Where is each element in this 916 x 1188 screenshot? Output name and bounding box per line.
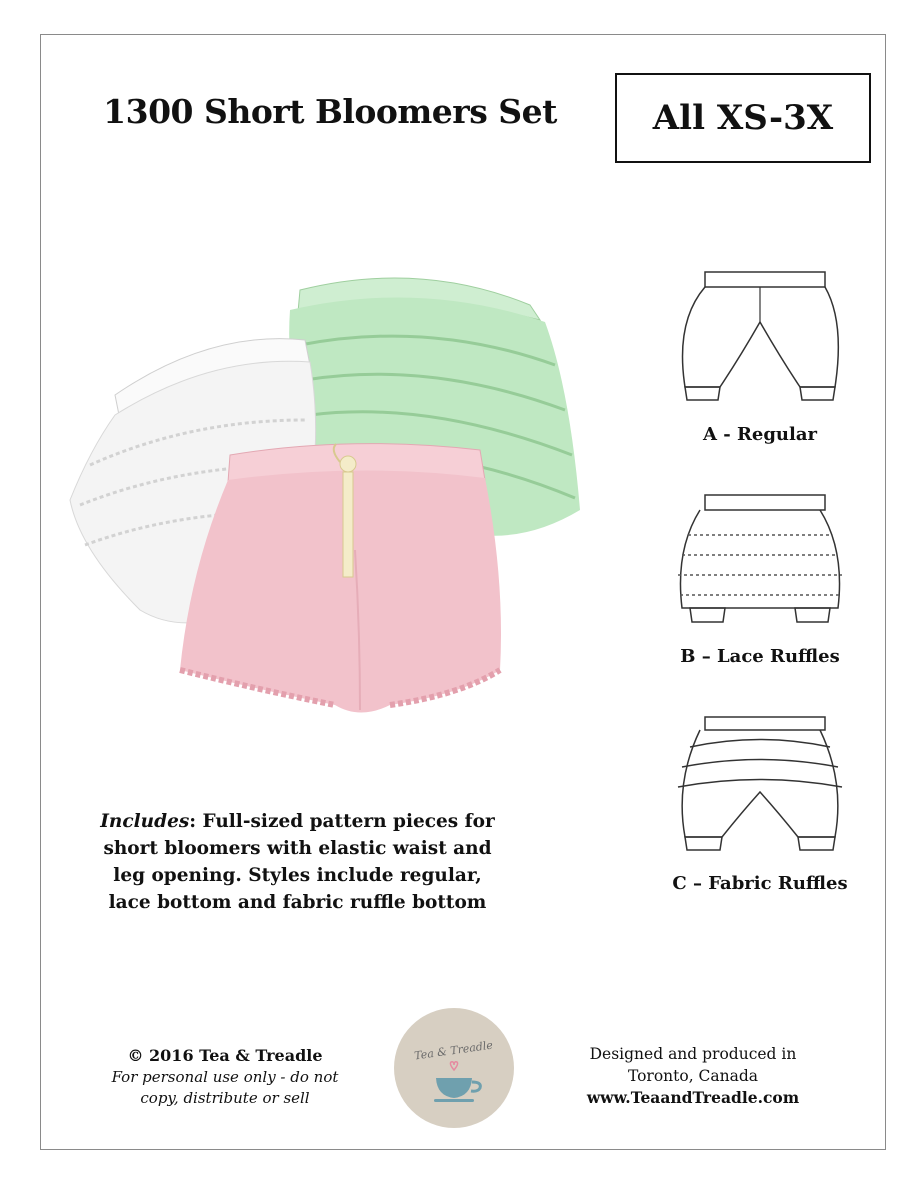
usage-notice: For personal use only - do not copy, distribute or sell [111,1068,339,1107]
lace-ruffle-bloomers-sketch-icon [660,490,860,640]
tea-and-treadle-logo [394,1008,514,1128]
includes-description [100,808,495,916]
includes-text: : Full-sized pattern pieces for short bloomers with elastic waist and leg opening. Styles include regular, lace bottom and fabric ruffle bottom [103,811,495,913]
view-a-label: A - Regular [702,424,818,445]
size-range-box [615,73,871,163]
regular-bloomers-sketch-icon [660,262,860,412]
includes-lead: Includes [100,811,190,832]
view-b-label: B – Lace Ruffles [680,646,840,667]
logo-text: Tea & Treadle [413,1038,494,1063]
fabric-ruffle-bloomers-sketch-icon [660,712,860,862]
pink-bloomers [180,444,501,713]
view-c-label: C – Fabric Ruffles [672,873,848,894]
designed-line: Designed and produced in [589,1045,797,1063]
location-line: Toronto, Canada [627,1067,759,1085]
bloomers-photo [60,250,590,735]
website-link[interactable]: www.TeaandTreadle.com [586,1088,800,1107]
page-title: 1300 Short Bloomers Set [103,92,557,131]
footer-copyright [110,1045,340,1109]
footer-designer-info [575,1043,811,1109]
size-range-label: All XS-3X [652,98,834,138]
copyright-text: © 2016 Tea & Treadle [127,1046,323,1065]
